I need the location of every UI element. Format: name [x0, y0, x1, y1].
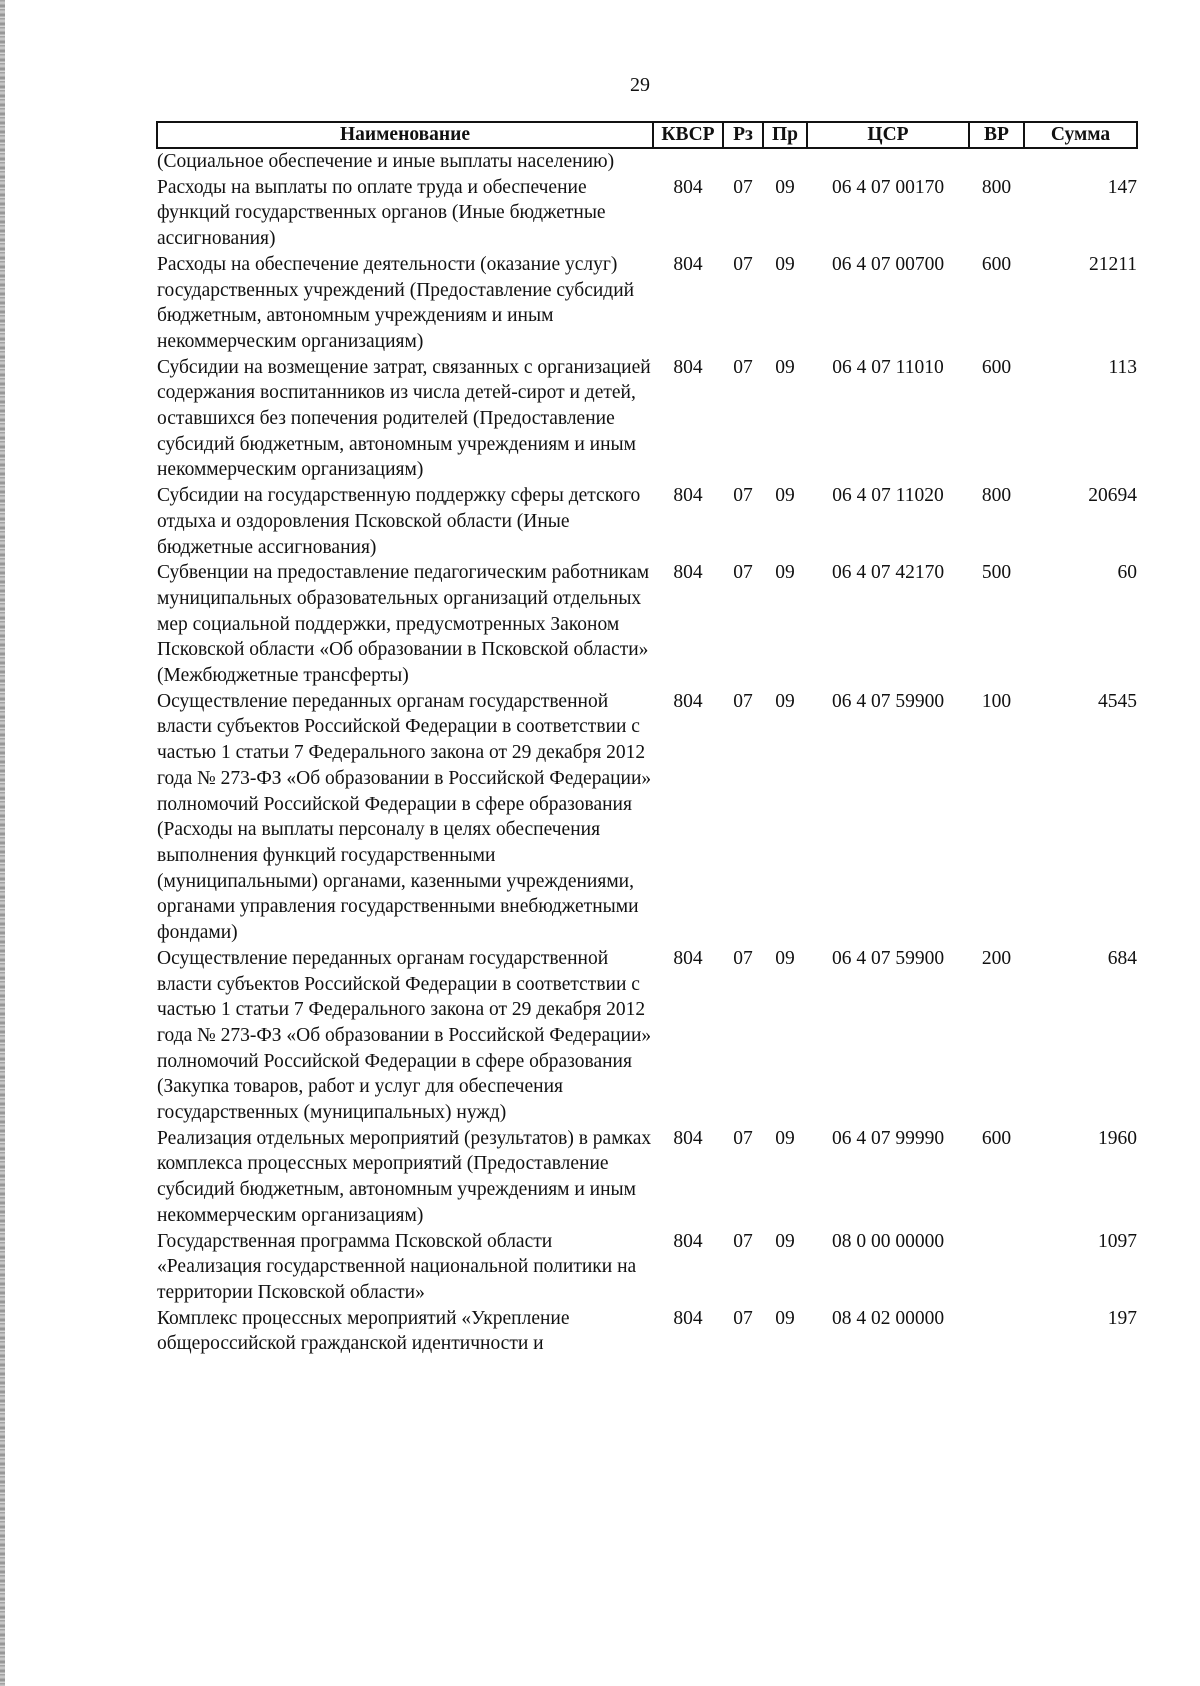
- row-csr: 06 4 07 59900: [831, 690, 945, 712]
- table-row: [157, 175, 1137, 252]
- row-vr: 600: [981, 253, 1012, 275]
- row-rz: 07: [733, 1307, 753, 1329]
- row-kvsr: 804: [673, 1307, 703, 1329]
- row-vr: 500: [981, 562, 1012, 584]
- row-rz: 07: [733, 562, 753, 584]
- row-csr: 06 4 07 00170: [831, 176, 945, 198]
- row-pr: 09: [775, 253, 795, 275]
- row-pr: [763, 148, 807, 175]
- row-kvsr: 804: [673, 356, 703, 378]
- row-pr: 09: [775, 947, 795, 969]
- row-pr: 09: [775, 690, 795, 712]
- header-kvsr: КВСР: [653, 122, 723, 148]
- row-csr: 06 4 07 59900: [831, 947, 945, 969]
- row-name: Государственная программа Псковской области «Реализация государственной национальной политики на территории Псковской области»: [157, 1230, 637, 1303]
- row-kvsr: 804: [673, 1230, 703, 1252]
- row-kvsr: 804: [673, 176, 703, 198]
- header-pr: Пр: [763, 122, 807, 148]
- table-row: [157, 1229, 1137, 1306]
- table-row: [157, 1306, 1137, 1357]
- page-number: 29: [630, 74, 650, 96]
- row-pr: 09: [775, 485, 795, 507]
- header-csr: ЦСР: [807, 122, 969, 148]
- row-csr: [807, 148, 969, 175]
- row-sum: 4545: [1098, 690, 1137, 712]
- row-kvsr: 804: [673, 253, 703, 275]
- row-rz: 07: [733, 253, 753, 275]
- row-rz: 07: [733, 1127, 753, 1149]
- row-kvsr: 804: [673, 1127, 703, 1149]
- row-name: Реализация отдельных мероприятий (результатов) в рамках комплекса процессных мероприятий (Предоставление субсидий бюджетным, автономным учреждениям и иным некоммерческим организациям): [157, 1127, 652, 1226]
- row-sum: 1097: [1098, 1230, 1137, 1252]
- row-vr: 800: [981, 485, 1012, 507]
- row-name: Комплекс процессных мероприятий «Укрепление общероссийской гражданской идентичности и: [157, 1307, 570, 1355]
- row-csr: 06 4 07 99990: [831, 1127, 945, 1149]
- table-row: [157, 355, 1137, 484]
- row-kvsr: 804: [673, 690, 703, 712]
- header-rz: Рз: [723, 122, 763, 148]
- row-kvsr: 804: [673, 562, 703, 584]
- row-csr: 06 4 07 11010: [832, 356, 944, 378]
- row-sum: 1960: [1098, 1127, 1137, 1149]
- row-vr: 200: [981, 947, 1012, 969]
- row-rz: 07: [733, 1230, 753, 1252]
- row-name: (Социальное обеспечение и иные выплаты населению): [157, 151, 615, 172]
- row-sum: 684: [1107, 947, 1137, 969]
- row-sum: 20694: [1088, 485, 1137, 507]
- row-csr: 06 4 07 00700: [831, 253, 945, 275]
- row-vr: [969, 1229, 1024, 1306]
- header-name: Наименование: [157, 122, 653, 148]
- table-row: [157, 1126, 1137, 1229]
- header-sum: Сумма: [1024, 122, 1137, 148]
- scan-edge: [0, 0, 5, 1686]
- row-csr: 06 4 07 11020: [832, 485, 944, 507]
- row-sum: 113: [1108, 356, 1137, 378]
- row-rz: 07: [733, 356, 753, 378]
- row-name: Субсидии на государственную поддержку сферы детского отдыха и оздоровления Псковской области (Иные бюджетные ассигнования): [157, 485, 641, 558]
- row-csr: 08 0 00 00000: [831, 1230, 945, 1252]
- row-pr: 09: [775, 1307, 795, 1329]
- row-kvsr: [653, 148, 723, 175]
- row-vr: [969, 1306, 1024, 1357]
- row-name: Субсидии на возмещение затрат, связанных с организацией содержания воспитанников из числа детей-сирот и детей, оставшихся без попечения родителей (Предоставление субсидий бюджетным, автономным учреждениям и иным некоммерческим организациям): [157, 356, 651, 481]
- table-row: [157, 560, 1137, 689]
- table-row: [157, 148, 1137, 175]
- row-vr: 100: [981, 690, 1012, 712]
- row-sum: 60: [1117, 562, 1137, 584]
- budget-table: [156, 121, 1138, 1357]
- header-vr: ВР: [969, 122, 1024, 148]
- row-csr: 08 4 02 00000: [831, 1307, 945, 1329]
- table-row: [157, 689, 1137, 946]
- row-vr: 800: [981, 176, 1012, 198]
- row-name: Осуществление переданных органам государственной власти субъектов Российской Федерации в соответствии с частью 1 статьи 7 Федерального закона от 29 декабря 2012 года № 273-ФЗ «Об образовании в Российской Федерации» полномочий Российской Федерации в сфере образования (Закупка товаров, работ и услуг для обеспечения государственных (муниципальных) нужд): [157, 947, 652, 1124]
- table-header-row: [157, 122, 1137, 148]
- row-vr: 600: [981, 356, 1012, 378]
- table-row: [157, 946, 1137, 1126]
- row-sum: [1024, 148, 1137, 175]
- row-sum: 197: [1107, 1307, 1137, 1329]
- row-pr: 09: [775, 176, 795, 198]
- row-sum: 21211: [1088, 253, 1137, 275]
- row-vr: [969, 148, 1024, 175]
- table-row: [157, 252, 1137, 355]
- row-sum: 147: [1107, 176, 1137, 198]
- row-rz: 07: [733, 176, 753, 198]
- row-pr: 09: [775, 1127, 795, 1149]
- row-pr: 09: [775, 1230, 795, 1252]
- row-kvsr: 804: [673, 947, 703, 969]
- table-row: [157, 483, 1137, 560]
- row-name: Расходы на обеспечение деятельности (оказание услуг) государственных учреждений (Предоставление субсидий бюджетным, автономным учреждениям и иным некоммерческим организациям): [157, 253, 635, 352]
- row-rz: 07: [733, 485, 753, 507]
- row-name: Расходы на выплаты по оплате труда и обеспечение функций государственных органов (Иные бюджетные ассигнования): [157, 176, 606, 250]
- row-kvsr: 804: [673, 485, 703, 507]
- row-name: Осуществление переданных органам государственной власти субъектов Российской Федерации в соответствии с частью 1 статьи 7 Федерального закона от 29 декабря 2012 года № 273-ФЗ «Об образовании в Российской Федерации» полномочий Российской Федерации в сфере образования (Расходы на выплаты персоналу в целях обеспечения выполнения функций государственными (муниципальными) органами, казенными учреждениями, органами управления государственными внебюджетными фондами): [157, 690, 652, 944]
- row-rz: [723, 148, 763, 175]
- row-vr: 600: [981, 1127, 1012, 1149]
- row-rz: 07: [733, 947, 753, 969]
- row-name: Субвенции на предоставление педагогическим работникам муниципальных образовательных организаций отдельных мер социальной поддержки, предусмотренных Законом Псковской области «Об образовании в Псковской области» (Межбюджетные трансферты): [157, 562, 650, 687]
- row-pr: 09: [775, 562, 795, 584]
- row-pr: 09: [775, 356, 795, 378]
- row-rz: 07: [733, 690, 753, 712]
- row-csr: 06 4 07 42170: [831, 562, 945, 584]
